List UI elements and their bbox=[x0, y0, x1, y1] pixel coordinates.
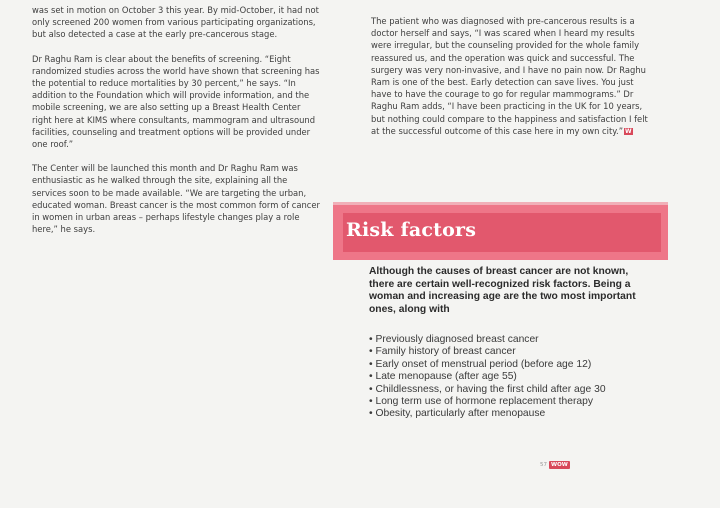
risk-factors-list bbox=[369, 334, 649, 421]
left-paragraph-1: was set in motion on October 3 this year. By mid-October, it had not only screened 200 women from various participating organizations, but also detected a case at the early pre-cancerous stage. bbox=[32, 5, 319, 40]
risk-factors-intro: Although the causes of breast cancer are not known, there are certain well-recognized risk factors. Being a woman and increasing age are the two most important ones, along with bbox=[369, 266, 636, 315]
page-footer bbox=[540, 460, 570, 470]
left-paragraph-3: The Center will be launched this month and Dr Raghu Ram was enthusiastic as he walked through the site, explaining all the services soon to be made available. “We are targeting the urban, educated woman. Breast cancer is the most common form of cancer in women in urban areas – perhaps lifestyle changes play a role here,” he says. bbox=[32, 163, 320, 235]
right-column bbox=[371, 15, 649, 149]
left-paragraph-2: Dr Raghu Ram is clear about the benefits of screening. “Eight randomized studies across the world have shown that screening has the potential to reduce mortalities by 30 percent,” he says. “In addition to the Foundation which will provide information, and the mobile screening, we are also setting up a Breast Health Center right here at KIMS where consultants, mammogram and ultrasound facilities, counseling and treatment options will be provided under one roof.” bbox=[32, 53, 320, 150]
article-end-mark: W bbox=[625, 127, 632, 135]
left-column bbox=[32, 4, 322, 247]
list-item: • Late menopause (after age 55) bbox=[369, 371, 649, 383]
risk-factors-title: Risk factors bbox=[346, 219, 477, 241]
list-item: • Family history of breast cancer bbox=[369, 346, 649, 358]
list-item: • Long term use of hormone replacement therapy bbox=[369, 396, 649, 408]
list-item: • Obesity, particularly after menopause bbox=[369, 408, 649, 420]
right-paragraph bbox=[371, 15, 649, 137]
list-item: • Early onset of menstrual period (before age 12) bbox=[369, 359, 649, 371]
list-item: • Previously diagnosed breast cancer bbox=[369, 334, 649, 346]
magazine-logo: WOW bbox=[551, 462, 568, 468]
page-number: 57 bbox=[540, 462, 547, 468]
list-item: • Childlessness, or having the first child after age 30 bbox=[369, 384, 649, 396]
right-paragraph-text: The patient who was diagnosed with pre-cancerous results is a doctor herself and says, “I was scared when I heard my results were irregular, but the counseling provided for the whole family reassured us, and the operation was quick and successful. The surgery was very non-invasive, and I have no pain now. Dr Raghu Ram is one of the best. Early detection can save lives. You just have to have the courage to go for regular mammograms.” Dr Raghu Ram adds, “I have been practicing in the UK for 10 years, but nothing could compare to the happiness and satisfaction I felt at the successful outcome of this case here in my own city.” bbox=[371, 16, 648, 136]
